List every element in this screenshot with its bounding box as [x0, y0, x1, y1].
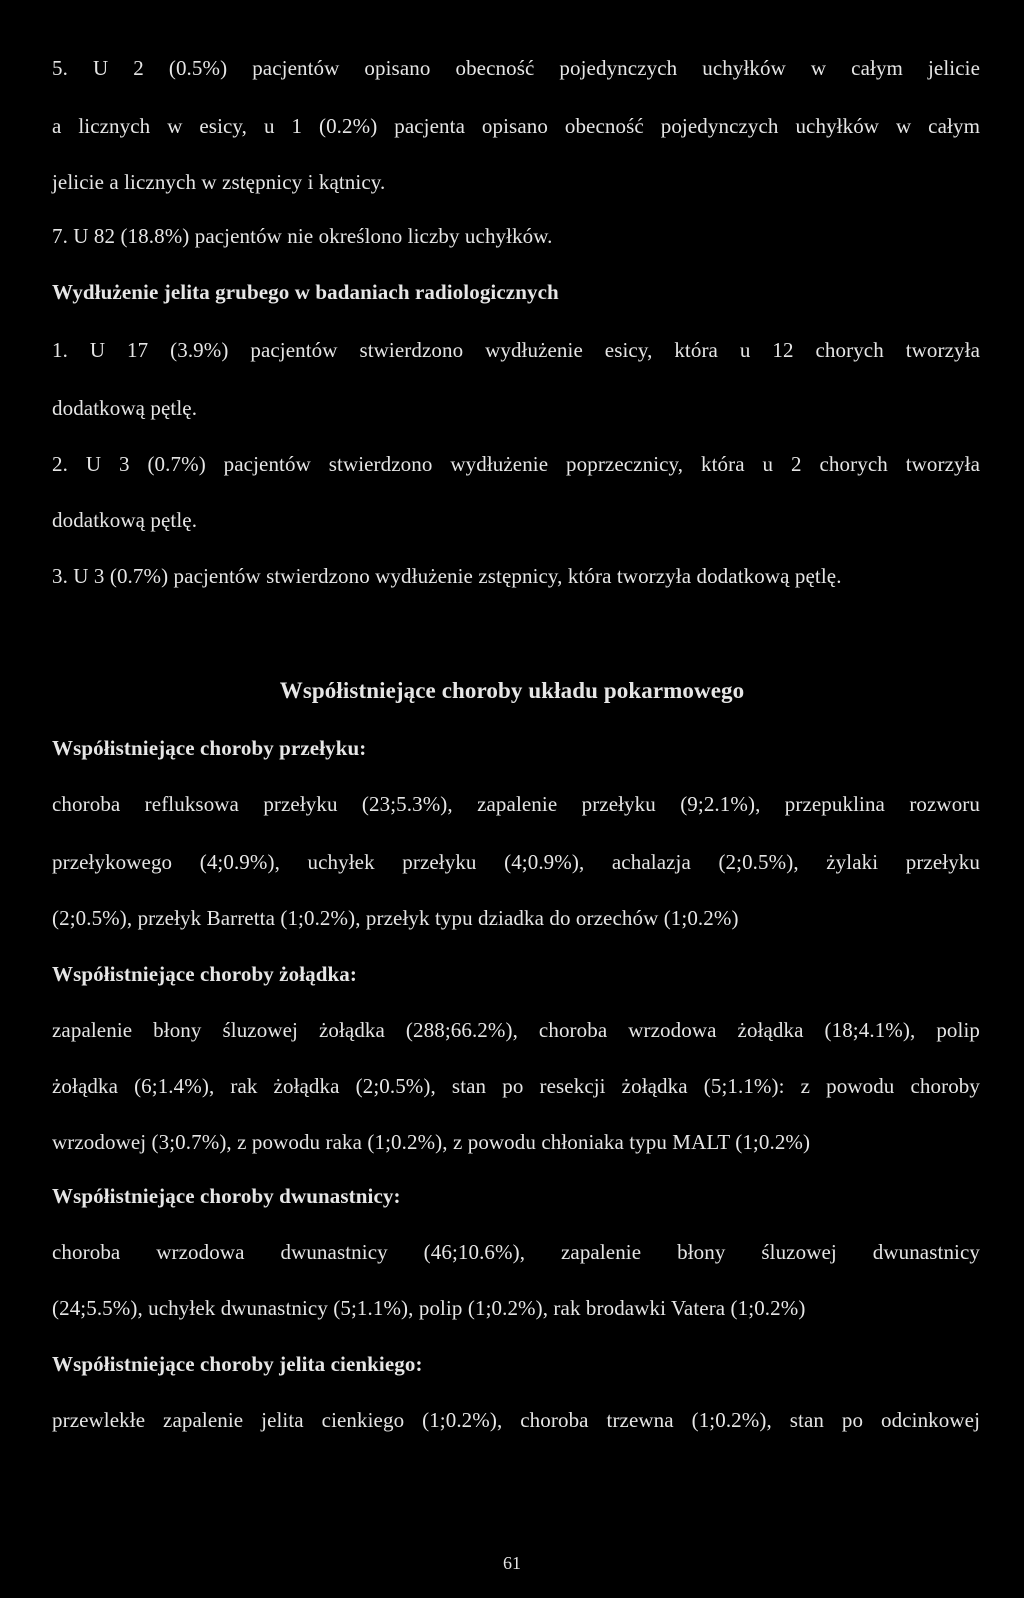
- paragraph-line: 3. U 3 (0.7%) pacjentów stwierdzono wydłużenie zstępnicy, która tworzyła dodatkową pętlę.: [52, 564, 842, 588]
- paragraph-line: (24;5.5%), uchyłek dwunastnicy (5;1.1%), polip (1;0.2%), rak brodawki Vatera (1;0.2%): [52, 1296, 806, 1320]
- subsection-heading: Współistniejące choroby przełyku:: [52, 736, 367, 760]
- paragraph-line: dodatkową pętlę.: [52, 396, 198, 420]
- subsection-heading: Współistniejące choroby żołądka:: [52, 962, 357, 986]
- section-heading: Wydłużenie jelita grubego w badaniach radiologicznych: [52, 280, 559, 304]
- page-number: 61: [503, 1553, 521, 1573]
- paragraph-line: dodatkową pętlę.: [52, 508, 198, 532]
- paragraph-line: wrzodowej (3;0.7%), z powodu raka (1;0.2%), z powodu chłoniaka typu MALT (1;0.2%): [52, 1130, 811, 1154]
- paragraph-line: choroba wrzodowa dwunastnicy (46;10.6%), zapalenie błony śluzowej dwunastnicy: [52, 1240, 980, 1264]
- paragraph-line: jelicie a licznych w zstępnicy i kątnicy.: [52, 170, 386, 194]
- paragraph-line: 5. U 2 (0.5%) pacjentów opisano obecność pojedynczych uchyłków w całym jelicie: [52, 56, 980, 80]
- subsection-heading: Współistniejące choroby jelita cienkiego:: [52, 1352, 423, 1376]
- paragraph-line: choroba refluksowa przełyku (23;5.3%), zapalenie przełyku (9;2.1%), przepuklina rozworu: [52, 792, 980, 816]
- paragraph-line: 7. U 82 (18.8%) pacjentów nie określono liczby uchyłków.: [52, 224, 553, 248]
- paragraph-line: 2. U 3 (0.7%) pacjentów stwierdzono wydłużenie poprzecznicy, która u 2 chorych tworzyła: [52, 452, 980, 476]
- paragraph-line: zapalenie błony śluzowej żołądka (288;66.2%), choroba wrzodowa żołądka (18;4.1%), polip: [52, 1018, 980, 1042]
- paragraph-line: przełykowego (4;0.9%), uchyłek przełyku (4;0.9%), achalazja (2;0.5%), żylaki przełyku: [52, 850, 980, 874]
- paragraph-line: przewlekłe zapalenie jelita cienkiego (1;0.2%), choroba trzewna (1;0.2%), stan po odcinkowej: [52, 1408, 980, 1432]
- chapter-heading: Współistniejące choroby układu pokarmowego: [279, 678, 745, 703]
- paragraph-line: 1. U 17 (3.9%) pacjentów stwierdzono wydłużenie esicy, która u 12 chorych tworzyła: [52, 338, 980, 362]
- paragraph-line: (2;0.5%), przełyk Barretta (1;0.2%), przełyk typu dziadka do orzechów (1;0.2%): [52, 906, 739, 930]
- paragraph-line: żołądka (6;1.4%), rak żołądka (2;0.5%), stan po resekcji żołądka (5;1.1%): z powodu choroby: [52, 1074, 980, 1098]
- subsection-heading: Współistniejące choroby dwunastnicy:: [52, 1184, 401, 1208]
- paragraph-line: a licznych w esicy, u 1 (0.2%) pacjenta opisano obecność pojedynczych uchyłków w całym: [52, 114, 980, 138]
